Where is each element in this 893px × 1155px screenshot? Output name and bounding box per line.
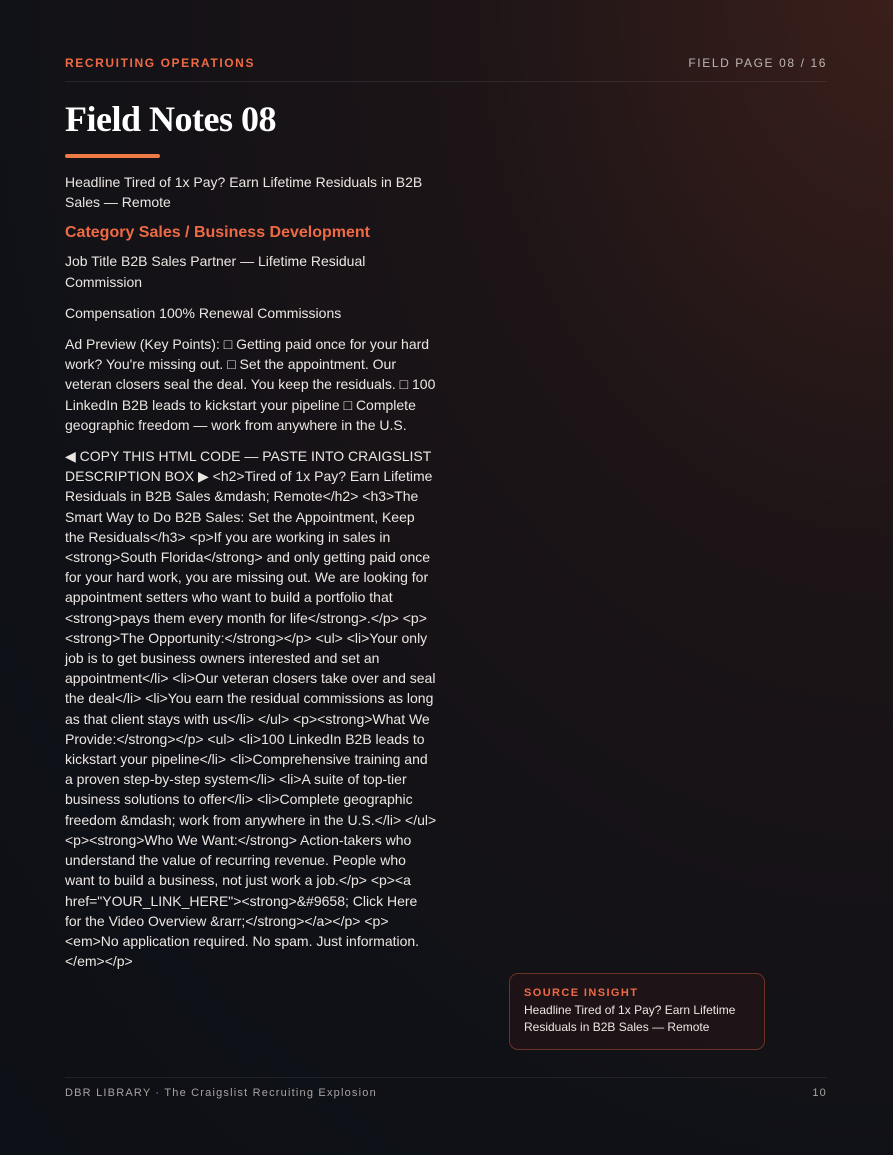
html-code-text: ◀ COPY THIS HTML CODE — PASTE INTO CRAIGSLIST DESCRIPTION BOX ▶ <h2>Tired of 1x Pay? Earn Lifetime Residuals in B2B Sales &mdash; Remote</h2> <h3>The Smart Way to Do B2B Sales: Set the Appointment, Keep the Residuals</h3> <p>If you are working in sales in <strong>South Florida</strong> and only getting paid once for your hard work, you are missing out. We are looking for appointment setters who want to build a portfolio that <strong>pays them every month for life</strong>.</p> <p><strong>The Opportunity:</strong></p> <ul> <li>Your only job is to get business owners interested and set an appointment</li> <li>Our veteran closers take over and seal the deal</li> <li>You earn the residual commissions as long as that client stays with us</li> </ul> <p><strong>What We Provide:</strong></p> <ul> <li>100 LinkedIn B2B leads to kickstart your pipeline</li> <li>Comprehensive training and a proven step-by-step system</li> <li>A suite of top-tier business solutions to offer</li> <li>Complete geographic freedom &mdash; work from anywhere in the U.S.</li> </ul> <p><strong>Who We Want:</strong> Action-takers who understand the value of recurring revenue. People who want to build a business, not just work a job.</p> <p><a href="YOUR_LINK_HERE"><strong>&#9658; Click Here for the Video Overview &rarr;</strong></a></p> <p><em>No application required. No spam. Just information.</em></p>	[65, 448, 437, 970]
main-content	[65, 172, 437, 982]
source-insight-card	[509, 973, 765, 1050]
insight-label: SOURCE INSIGHT	[524, 987, 639, 999]
ad-preview-text: Ad Preview (Key Points): □ Getting paid once for your hard work? You're missing out. □ Set the appointment. Our veteran closers seal the deal. You keep the residuals. □ 100 LinkedIn B2B leads to kickstart your pipeline □ Complete geographic freedom — work from anywhere in the U.S.	[65, 336, 436, 433]
section-label: RECRUITING OPERATIONS	[65, 56, 256, 70]
job-title-text: Job Title B2B Sales Partner — Lifetime Residual Commission	[65, 253, 366, 290]
category-heading: Category Sales / Business Development	[65, 224, 370, 242]
footer-source: DBR LIBRARY · The Craigslist Recruiting Explosion	[65, 1087, 377, 1099]
page-header	[65, 56, 827, 70]
page-indicator: FIELD PAGE 08 / 16	[688, 56, 827, 70]
insight-text: Headline Tired of 1x Pay? Earn Lifetime Residuals in B2B Sales — Remote	[524, 1003, 736, 1034]
compensation-text: Compensation 100% Renewal Commissions	[65, 304, 342, 321]
footer-page-number: 10	[812, 1087, 827, 1099]
page-title: Field Notes 08	[65, 99, 276, 139]
footer-divider	[65, 1077, 827, 1078]
headline-text: Headline Tired of 1x Pay? Earn Lifetime Residuals in B2B Sales — Remote	[65, 174, 423, 211]
page-footer	[65, 1087, 827, 1099]
title-accent-bar	[65, 154, 160, 158]
header-divider	[65, 81, 827, 82]
